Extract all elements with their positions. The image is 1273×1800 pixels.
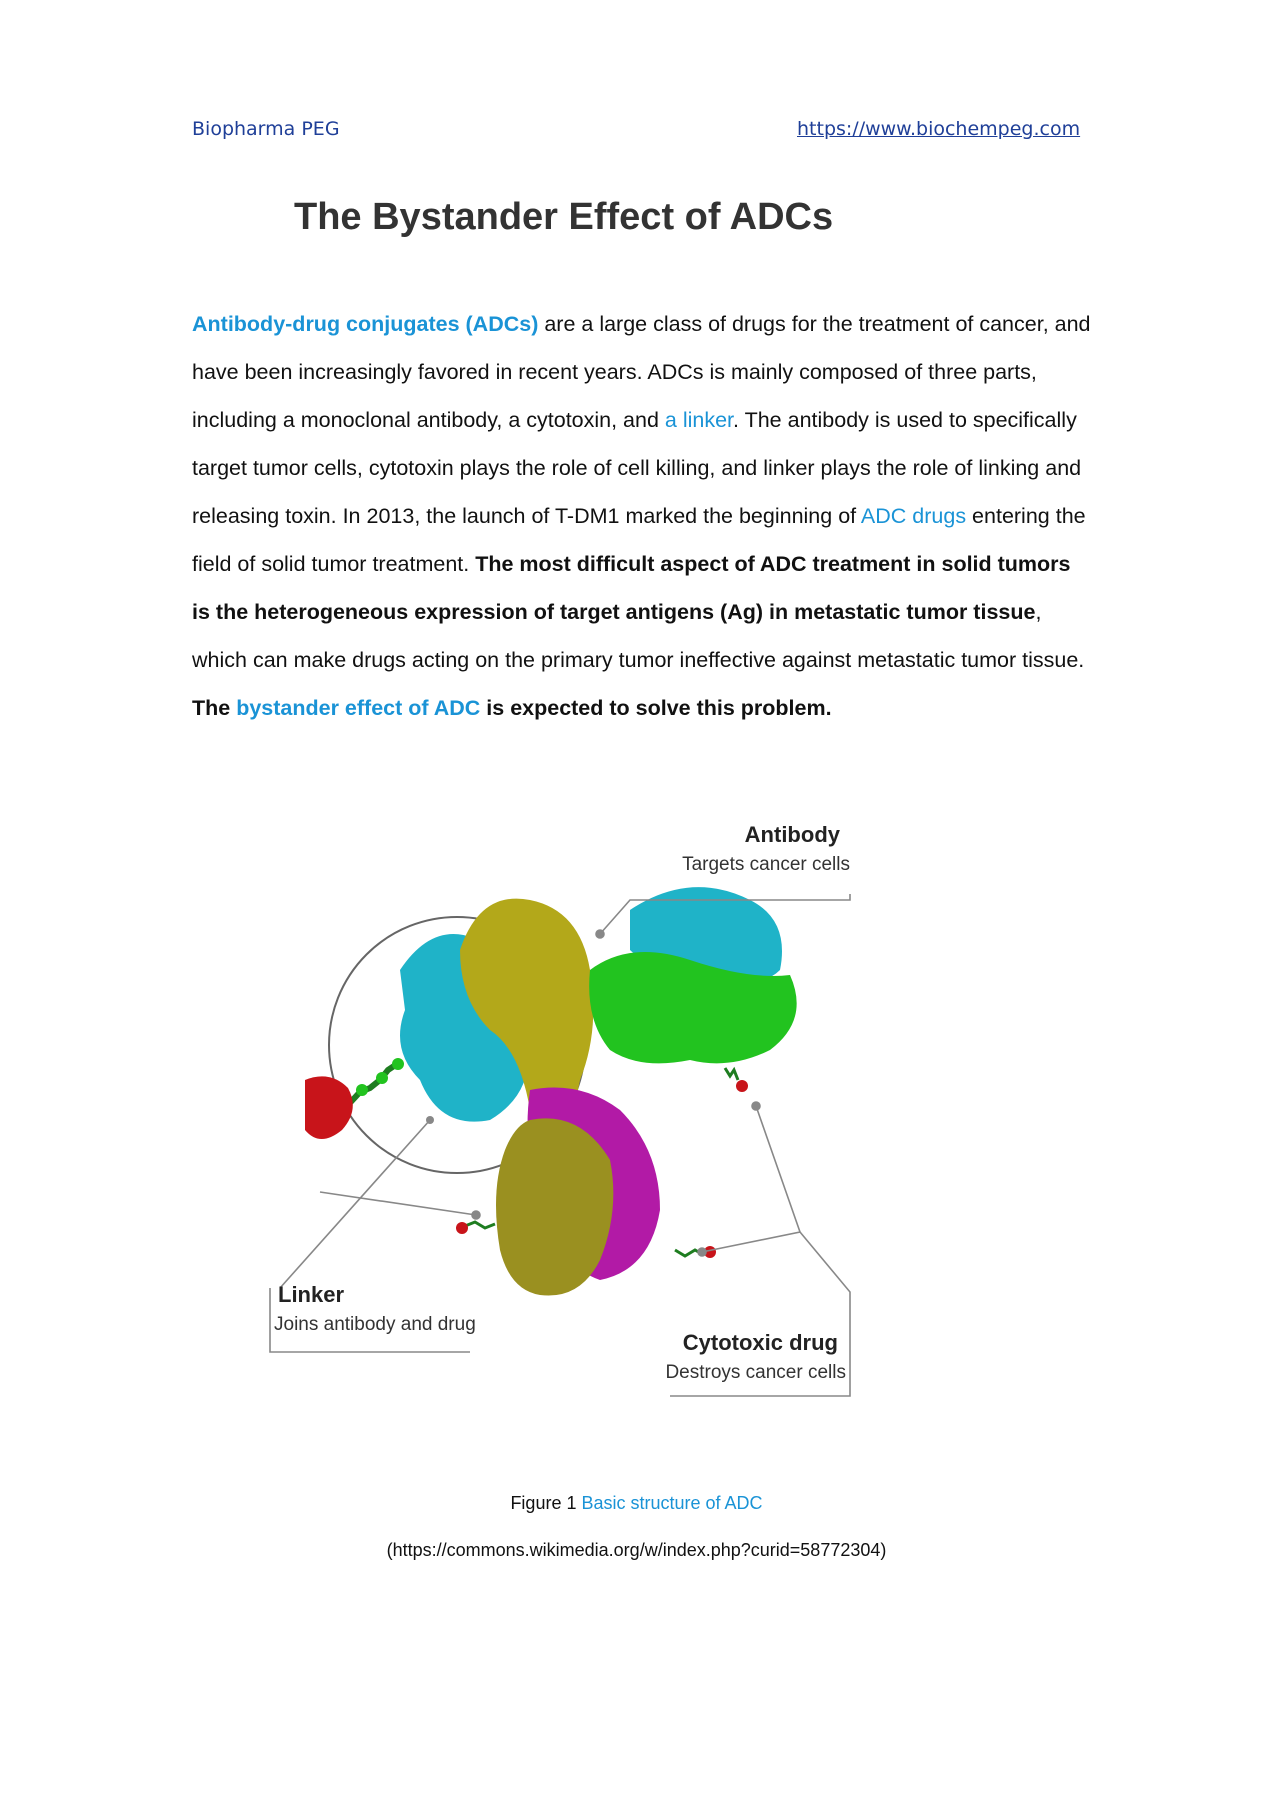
caption-prefix: Figure 1 [510,1493,582,1513]
linker-description: Joins antibody and drug [274,1314,476,1335]
linker-bead [376,1072,388,1084]
antibody-description: Targets cancer cells [682,854,850,875]
paragraph-bold-text: The most difficult aspect of ADC treatment in solid tumors is the heterogeneous expression of target antigens (Ag) in metastatic tumor tissue [192,552,1071,624]
cytotoxic-drug-label: Cytotoxic drug [682,1330,838,1355]
linker-bead [392,1058,404,1070]
antibody-label: Antibody [744,822,840,847]
linker-bead [356,1084,368,1096]
figure-caption [0,1493,1273,1514]
paragraph-bold-text: The [192,696,237,720]
drug-dot [456,1222,468,1234]
adc-structure-figure [274,822,990,1410]
intro-paragraph [192,300,1092,732]
header-url-link[interactable]: https://www.biochempeg.com [797,118,1081,140]
adc-drugs-link[interactable]: ADC drugs [860,504,967,528]
paragraph-text: , which can make drugs acting on the primary tumor ineffective against metastatic tumor tissue. [192,600,1085,672]
paragraph-bold-text: is expected to solve this problem. [480,696,832,720]
page-title: The Bystander Effect of ADCs [294,196,834,238]
paragraph-text: are a large class of drugs for the treatment of cancer, and have been increasingly favored in recent years. ADCs is mainly composed of three parts, including a monoclonal antibody, a cytotoxin, and [192,312,1091,432]
caption-link[interactable]: Basic structure of ADC [581,1493,763,1513]
paragraph-text: . The antibody is used to specifically target tumor cells, cytotoxin plays the role of cell killing, and linker plays the role of linking and releasing toxin. In 2013, the launch of T-DM1 marked the beginning of [192,408,1082,528]
drug-molecule-inset [305,1076,353,1139]
figure-source: (https://commons.wikimedia.org/w/index.php?curid=58772304) [386,1540,887,1560]
bystander-effect-link[interactable]: bystander effect of ADC [236,696,481,720]
cytotoxic-drug-description: Destroys cancer cells [665,1362,846,1383]
linker-label: Linker [278,1282,345,1307]
paragraph-text: entering the field of solid tumor treatment. [192,504,1086,576]
drug-dot [736,1080,748,1092]
linker-link[interactable]: a linker [664,408,734,432]
adc-link[interactable]: Antibody-drug conjugates (ADCs) [192,312,539,336]
header-brand: Biopharma PEG [192,118,340,140]
